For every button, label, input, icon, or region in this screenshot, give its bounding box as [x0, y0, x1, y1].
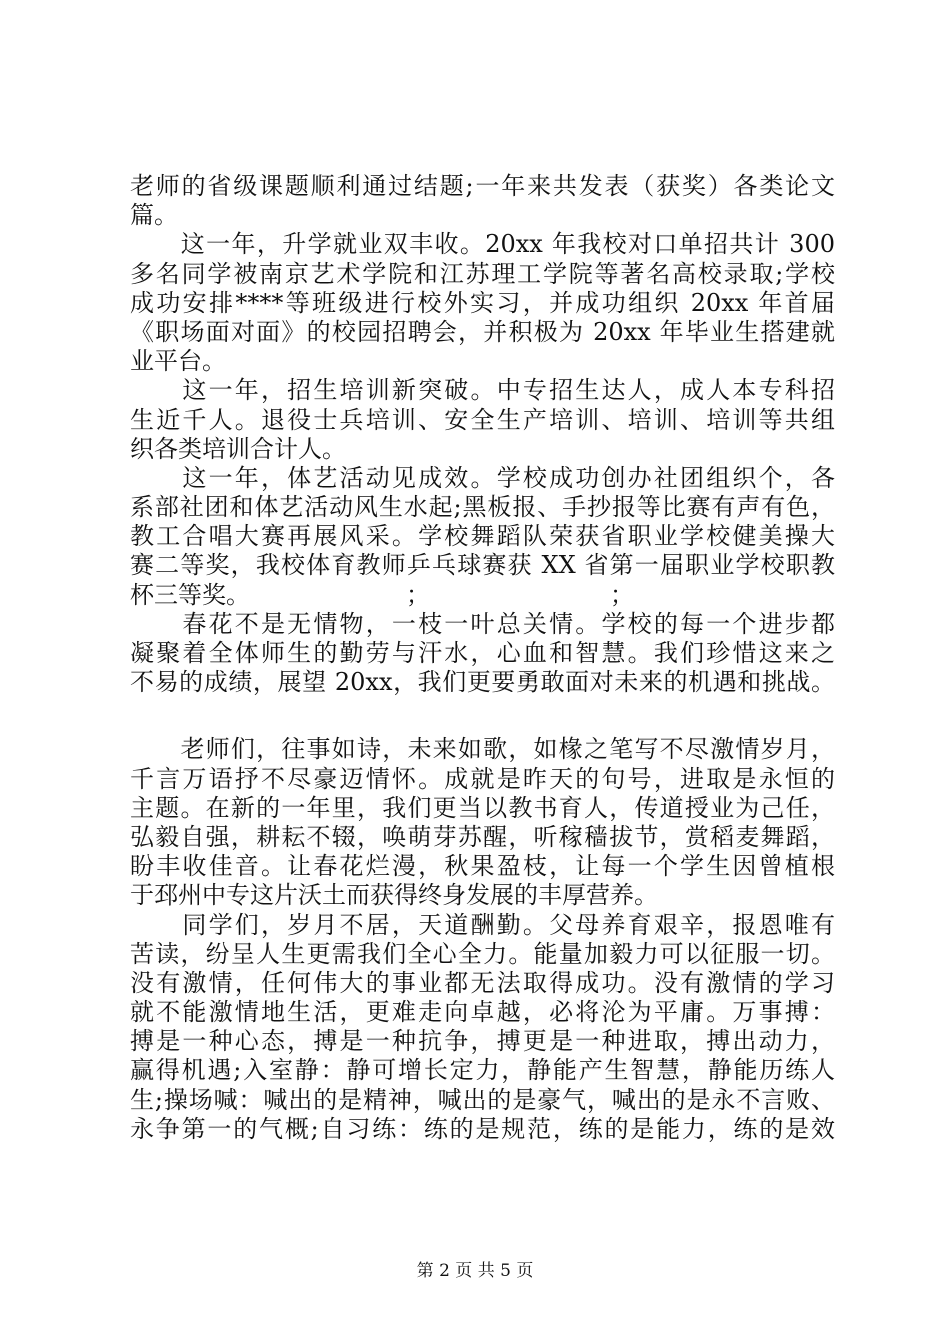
text-line: 就不能激情地生活，更难走向卓越，必将沦为平庸。万事搏： [130, 998, 835, 1027]
text-line: 系部社团和体艺活动风生水起;黑板报、手抄报等比赛有声有色， [130, 493, 835, 522]
document-body [130, 172, 835, 1144]
text-line: 老师的省级课题顺利通过结题;一年来共发表（获奖）各类论文 [130, 172, 835, 200]
text-line: 于邳州中专这片沃土而获得终身发展的丰厚营养。 [130, 881, 658, 910]
text-line: 多名同学被南京艺术学院和江苏理工学院等著名高校录取;学校 [130, 259, 835, 288]
text-line: 凝聚着全体师生的勤劳与汗水，心血和智慧。我们珍惜这来之 [130, 639, 835, 667]
text-line: 主题。在新的一年里，我们更当以教书育人，传道授业为己任， [130, 793, 835, 822]
text-line: 没有激情，任何伟大的事业都无法取得成功。没有激情的学习 [130, 968, 835, 997]
text-line: 千言万语抒不尽豪迈情怀。成就是昨天的句号，进取是永恒的 [130, 764, 835, 793]
text-line: 篇。 [130, 201, 178, 230]
text-line: 赛二等奖，我校体育教师乒乓球赛获 XX 省第一届职业学校职教 [130, 551, 835, 580]
text-line: 盼丰收佳音。让春花烂漫，秋果盈枝，让每一个学生因曾植根 [130, 852, 835, 881]
text-line: 杯三等奖。 ； ； [130, 580, 634, 609]
text-line: 生;操场喊：喊出的是精神，喊出的是豪气，喊出的是永不言败、 [130, 1085, 835, 1114]
text-line: 赢得机遇;入室静：静可增长定力，静能产生智慧，静能历练人 [130, 1056, 835, 1085]
text-line: 成功安排****等班级进行校外实习，并成功组织 20xx 年首届 [130, 288, 835, 317]
text-line: 生近千人。退役士兵培训、安全生产培训、培训、培训等共组 [130, 405, 835, 434]
text-line: 不易的成绩，展望 20xx，我们更要勇敢面对未来的机遇和挑战。 [130, 668, 835, 697]
text-line: 这一年，升学就业双丰收。20xx 年我校对口单招共计 300 [130, 230, 835, 259]
text-line: 搏是一种心态，搏是一种抗争，搏更是一种进取，搏出动力， [130, 1027, 835, 1056]
text-line: 永争第一的气概;自习练：练的是规范，练的是能力，练的是效 [130, 1114, 835, 1143]
text-line: 弘毅自强，耕耘不辍，唤萌芽苏醒，听稼穑拔节，赏稻麦舞蹈， [130, 822, 835, 851]
text-line: 春花不是无情物，一枝一叶总关情。学校的每一个进步都 [130, 609, 835, 638]
text-line: 《职场面对面》的校园招聘会，并积极为 20xx 年毕业生搭建就 [130, 317, 835, 346]
text-line: 苦读，纷呈人生更需我们全心全力。能量加毅力可以征服一切。 [130, 939, 835, 968]
text-line: 织各类培训合计人。 [130, 434, 346, 463]
text-line: 老师们，往事如诗，未来如歌，如椽之笔写不尽激情岁月， [130, 735, 835, 764]
text-block-2 [130, 735, 835, 1144]
text-line: 这一年，招生培训新突破。中专招生达人，成人本专科招 [130, 376, 835, 405]
text-line: 这一年，体艺活动见成效。学校成功创办社团组织个，各 [130, 463, 835, 492]
text-line: 业平台。 [130, 347, 226, 376]
text-line: 同学们，岁月不居，天道酬勤。父母养育艰辛，报恩唯有 [130, 910, 835, 939]
text-block-1 [130, 172, 835, 697]
paragraph-gap [130, 697, 835, 735]
text-line: 教工合唱大赛再展风采。学校舞蹈队荣获省职业学校健美操大 [130, 522, 835, 551]
page-footer: 第 2 页 共 5 页 [416, 1261, 534, 1281]
